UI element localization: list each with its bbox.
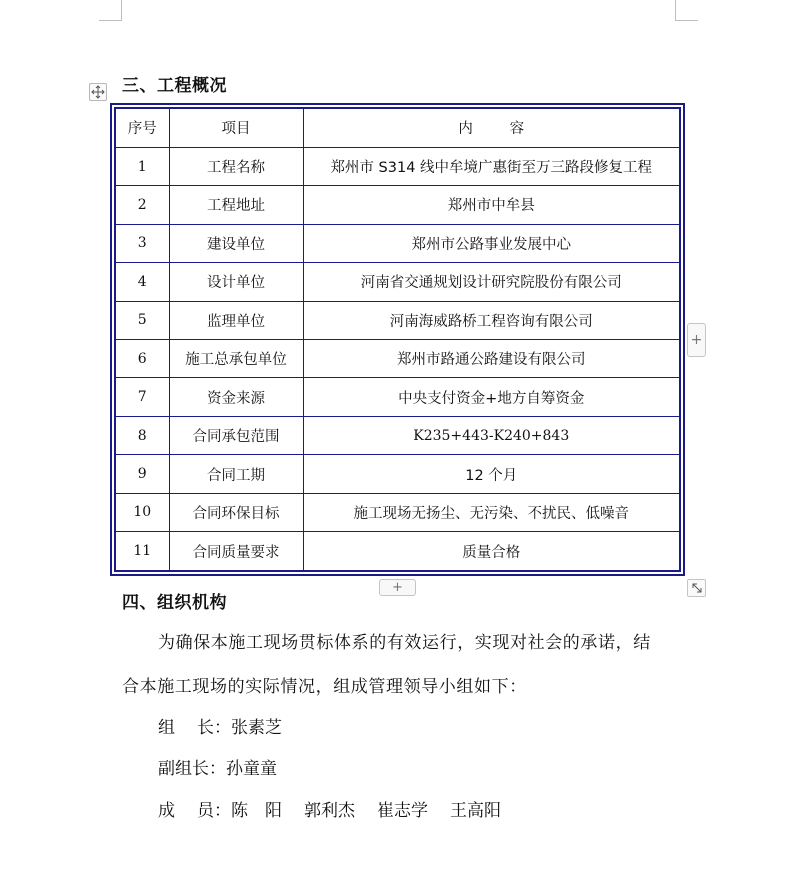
table-row <box>115 301 680 339</box>
table-row <box>115 263 680 301</box>
member-name: 王高阳 <box>450 801 501 821</box>
header-content <box>303 108 680 147</box>
table-resize-handle[interactable] <box>687 579 706 597</box>
add-row-button[interactable] <box>379 579 416 596</box>
member-name: 郭利杰 <box>304 801 355 821</box>
deputy-name: 孙童童 <box>226 759 277 779</box>
page-corner-mark-top-right <box>675 0 698 21</box>
cell-seq[interactable]: 4 <box>115 263 169 301</box>
cell-seq[interactable]: 5 <box>115 301 169 339</box>
cell-content[interactable]: 质量合格 <box>303 532 680 571</box>
cell-seq[interactable]: 11 <box>115 532 169 571</box>
table-row <box>115 416 680 454</box>
cell-content[interactable]: 河南海威路桥工程咨询有限公司 <box>303 301 680 339</box>
table-row <box>115 224 680 262</box>
cell-item[interactable]: 合同质量要求 <box>169 532 303 571</box>
cell-item[interactable]: 工程名称 <box>169 147 303 185</box>
plus-icon: + <box>392 580 403 595</box>
project-overview-table-frame <box>110 103 685 576</box>
leader-label-first: 组 <box>158 718 175 738</box>
cell-seq[interactable]: 7 <box>115 378 169 416</box>
cell-seq[interactable]: 1 <box>115 147 169 185</box>
members-label-first: 成 <box>158 801 175 821</box>
plus-icon: + <box>690 332 703 348</box>
leader-line <box>158 713 282 738</box>
deputy-label: 副组长： <box>158 759 226 779</box>
cell-content[interactable]: K235+443-K240+843 <box>303 416 680 454</box>
table-row <box>115 532 680 571</box>
cell-seq[interactable]: 3 <box>115 224 169 262</box>
cell-item[interactable]: 建设单位 <box>169 224 303 262</box>
cell-content[interactable]: 中央支付资金+地方自筹资金 <box>303 378 680 416</box>
add-column-button[interactable] <box>687 323 706 357</box>
deputy-leader-line <box>158 754 277 779</box>
member-name: 陈 阳 <box>231 801 282 821</box>
organization-paragraph-line-2: 合本施工现场的实际情况，组成管理领导小组如下： <box>122 677 527 697</box>
table-header-row <box>115 108 680 147</box>
move-arrows-icon <box>91 85 105 99</box>
page-corner-mark-top-left <box>99 0 122 21</box>
cell-item[interactable]: 工程地址 <box>169 186 303 224</box>
cell-content[interactable]: 12 个月 <box>303 455 680 493</box>
section-heading-organization: 四、组织机构 <box>122 593 227 613</box>
table-move-handle[interactable] <box>89 83 107 101</box>
cell-item[interactable]: 资金来源 <box>169 378 303 416</box>
section-heading-project-overview: 三、工程概况 <box>122 76 227 96</box>
cell-seq[interactable]: 10 <box>115 493 169 531</box>
cell-seq[interactable]: 8 <box>115 416 169 454</box>
cell-content[interactable]: 郑州市路通公路建设有限公司 <box>303 339 680 377</box>
header-seq: 序号 <box>115 108 169 147</box>
cell-content[interactable]: 郑州市中牟县 <box>303 186 680 224</box>
leader-label-second: 长： <box>197 718 231 738</box>
table-row <box>115 147 680 185</box>
cell-item[interactable]: 设计单位 <box>169 263 303 301</box>
cell-item[interactable]: 合同工期 <box>169 455 303 493</box>
header-item: 项目 <box>169 108 303 147</box>
members-line <box>158 796 523 821</box>
leader-name: 张素芝 <box>231 718 282 738</box>
cell-content[interactable]: 郑州市公路事业发展中心 <box>303 224 680 262</box>
table-row <box>115 378 680 416</box>
table-row <box>115 455 680 493</box>
table-row <box>115 186 680 224</box>
member-name: 崔志学 <box>377 801 428 821</box>
cell-item[interactable]: 监理单位 <box>169 301 303 339</box>
cell-item[interactable]: 合同承包范围 <box>169 416 303 454</box>
cell-seq[interactable]: 2 <box>115 186 169 224</box>
cell-item[interactable]: 施工总承包单位 <box>169 339 303 377</box>
cell-content[interactable]: 河南省交通规划设计研究院股份有限公司 <box>303 263 680 301</box>
resize-diagonal-icon <box>691 582 703 594</box>
header-content-text: 内 容 <box>458 121 525 138</box>
member-names <box>231 801 523 821</box>
cell-seq[interactable]: 9 <box>115 455 169 493</box>
table-row <box>115 339 680 377</box>
project-overview-table <box>114 107 681 572</box>
organization-paragraph-line-1: 为确保本施工现场贯标体系的有效运行，实现对社会的承诺，结 <box>158 633 651 653</box>
table-row <box>115 493 680 531</box>
cell-item[interactable]: 合同环保目标 <box>169 493 303 531</box>
cell-content[interactable]: 施工现场无扬尘、无污染、不扰民、低噪音 <box>303 493 680 531</box>
members-label-second: 员： <box>197 801 231 821</box>
cell-seq[interactable]: 6 <box>115 339 169 377</box>
cell-content[interactable]: 郑州市 S314 线中牟境广惠街至万三路段修复工程 <box>303 147 680 185</box>
